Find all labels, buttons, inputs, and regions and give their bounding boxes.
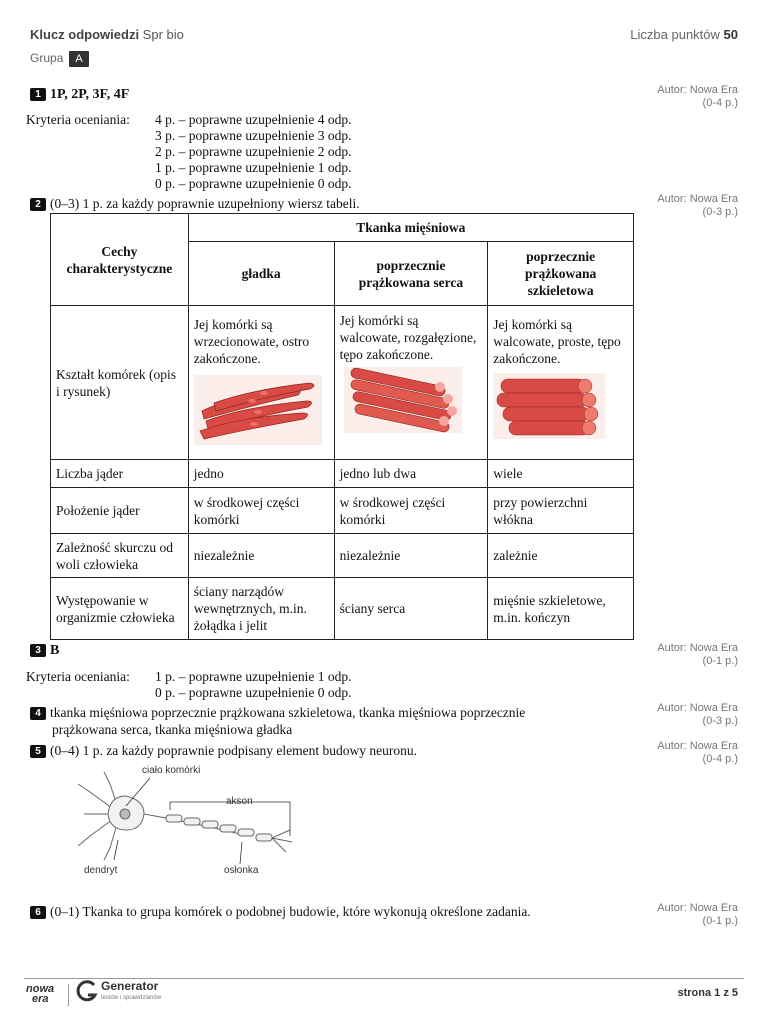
table-row bbox=[51, 488, 634, 534]
q3-answer: 3 B bbox=[30, 643, 59, 659]
q6-number-badge: 6 bbox=[30, 906, 46, 919]
table-header-features: Cechy charakterystyczne bbox=[51, 214, 189, 306]
table-cell-cardiac: jedno lub dwa bbox=[334, 460, 488, 488]
table-cell-smooth bbox=[188, 306, 334, 460]
q4-answer-line2: prążkowana serca, tkanka mięśniowa gładka bbox=[52, 722, 293, 737]
table-cell-feature: Położenie jąder bbox=[51, 488, 189, 534]
q1-criterion: 4 p. – poprawne uzupełnienie 4 odp. bbox=[155, 112, 352, 127]
table-cell-smooth: w środkowej części komórki bbox=[188, 488, 334, 534]
neuron-label-cell-body: ciało komórki bbox=[142, 765, 201, 776]
table-header-smooth: gładka bbox=[188, 242, 334, 306]
q2-author: Autor: Nowa Era (0-3 p.) bbox=[657, 193, 738, 218]
neuron-label-sheath: osłonka bbox=[224, 865, 259, 876]
q1-answer: 1 1P, 2P, 3F, 4F bbox=[30, 87, 129, 103]
neuron-diagram bbox=[70, 762, 310, 882]
document-title: Klucz odpowiedzi Spr bio bbox=[30, 27, 184, 42]
table-header-tissue: Tkanka mięśniowa bbox=[188, 214, 633, 242]
table-cell-skeletal bbox=[488, 306, 634, 460]
neuron-label-dendrite: dendryt bbox=[84, 865, 118, 876]
q3-criterion: 1 p. – poprawne uzupełnienie 1 odp. bbox=[155, 669, 352, 684]
table-cell-cardiac: ściany serca bbox=[334, 578, 488, 640]
q1-criteria-label: Kryteria oceniania: bbox=[26, 112, 130, 127]
points-total: Liczba punktów 50 bbox=[630, 27, 738, 42]
table-cell-smooth: jedno bbox=[188, 460, 334, 488]
table-header-skeletal: poprzecznie prążkowana szkieletowa bbox=[488, 242, 634, 306]
logo-separator bbox=[68, 984, 69, 1006]
muscle-tissue-table bbox=[50, 213, 634, 640]
q4-number-badge: 4 bbox=[30, 707, 46, 720]
neuron-label-axon: akson bbox=[226, 796, 253, 807]
q3-author: Autor: Nowa Era (0-1 p.) bbox=[657, 642, 738, 667]
q5-instruction: 5 (0–4) 1 p. za każdy poprawnie podpisany element budowy neuronu. bbox=[30, 743, 417, 759]
table-row bbox=[51, 306, 634, 460]
table-cell-smooth: ściany narządów wewnętrznych, m.in. żołądka i jelit bbox=[188, 578, 334, 640]
page-number: strona 1 z 5 bbox=[677, 987, 738, 999]
nowa-era-logo: nowa era bbox=[26, 983, 55, 1005]
q1-author: Autor: Nowa Era (0-4 p.) bbox=[657, 84, 738, 109]
q1-criterion: 1 p. – poprawne uzupełnienie 1 odp. bbox=[155, 160, 352, 175]
q5-number-badge: 5 bbox=[30, 745, 46, 758]
q6-answer: 6 (0–1) Tkanka to grupa komórek o podobnej budowie, które wykonują określone zadania. bbox=[30, 904, 531, 920]
q1-criterion: 0 p. – poprawne uzupełnienie 0 odp. bbox=[155, 176, 352, 191]
table-cell-skeletal: zależnie bbox=[488, 534, 634, 578]
generator-name: Generator bbox=[101, 979, 159, 993]
cardiac-shape-text: Jej komórki są walcowate, rozgałęzione, tępo zakończone. bbox=[339, 313, 477, 362]
group-badge: A bbox=[69, 51, 88, 67]
q1-number-badge: 1 bbox=[30, 88, 46, 101]
table-cell-feature: Liczba jąder bbox=[51, 460, 189, 488]
table-cell-skeletal: przy powierzchni włókna bbox=[488, 488, 634, 534]
q6-author: Autor: Nowa Era (0-1 p.) bbox=[657, 902, 738, 927]
generator-logo bbox=[76, 980, 161, 1004]
q3-number-badge: 3 bbox=[30, 644, 46, 657]
smooth-muscle-illustration bbox=[194, 375, 322, 445]
table-cell-smooth: niezależnie bbox=[188, 534, 334, 578]
q3-criterion: 0 p. – poprawne uzupełnienie 0 odp. bbox=[155, 685, 352, 700]
table-row bbox=[51, 460, 634, 488]
table-cell-cardiac: niezależnie bbox=[334, 534, 488, 578]
table-row bbox=[51, 534, 634, 578]
skeletal-shape-text: Jej komórki są walcowate, proste, tępo zakończone. bbox=[493, 317, 621, 366]
q3-criteria-label: Kryteria oceniania: bbox=[26, 669, 130, 684]
q1-criterion: 2 p. – poprawne uzupełnienie 2 odp. bbox=[155, 144, 352, 159]
table-header-cardiac: poprzecznie prążkowana serca bbox=[334, 242, 488, 306]
table-cell-feature: Zależność skurczu od woli człowieka bbox=[51, 534, 189, 578]
q1-criterion: 3 p. – poprawne uzupełnienie 3 odp. bbox=[155, 128, 352, 143]
generator-subtitle: testów i sprawdzianów bbox=[101, 995, 162, 1001]
q2-number-badge: 2 bbox=[30, 198, 46, 211]
group-indicator: Grupa A bbox=[30, 51, 89, 67]
q4-answer-line1: 4 tkanka mięśniowa poprzecznie prążkowana szkieletowa, tkanka mięśniowa poprzecznie bbox=[30, 705, 525, 721]
skeletal-muscle-illustration bbox=[493, 373, 605, 439]
cardiac-muscle-illustration bbox=[344, 367, 462, 433]
table-cell-feature: Kształt komórek (opis i rysunek) bbox=[51, 306, 189, 460]
table-cell-skeletal: mięśnie szkieletowe, m.in. kończyn bbox=[488, 578, 634, 640]
table-cell-feature: Występowanie w organizmie człowieka bbox=[51, 578, 189, 640]
table-cell-skeletal: wiele bbox=[488, 460, 634, 488]
q4-author: Autor: Nowa Era (0-3 p.) bbox=[657, 702, 738, 727]
generator-g-icon bbox=[76, 980, 98, 1004]
q5-author: Autor: Nowa Era (0-4 p.) bbox=[657, 740, 738, 765]
table-cell-cardiac bbox=[334, 306, 488, 460]
smooth-shape-text: Jej komórki są wrzecionowate, ostro zakończone. bbox=[193, 317, 310, 366]
table-row bbox=[51, 578, 634, 640]
table-cell-cardiac: w środkowej części komórki bbox=[334, 488, 488, 534]
q2-instruction: 2 (0–3) 1 p. za każdy poprawnie uzupełniony wiersz tabeli. bbox=[30, 196, 360, 212]
